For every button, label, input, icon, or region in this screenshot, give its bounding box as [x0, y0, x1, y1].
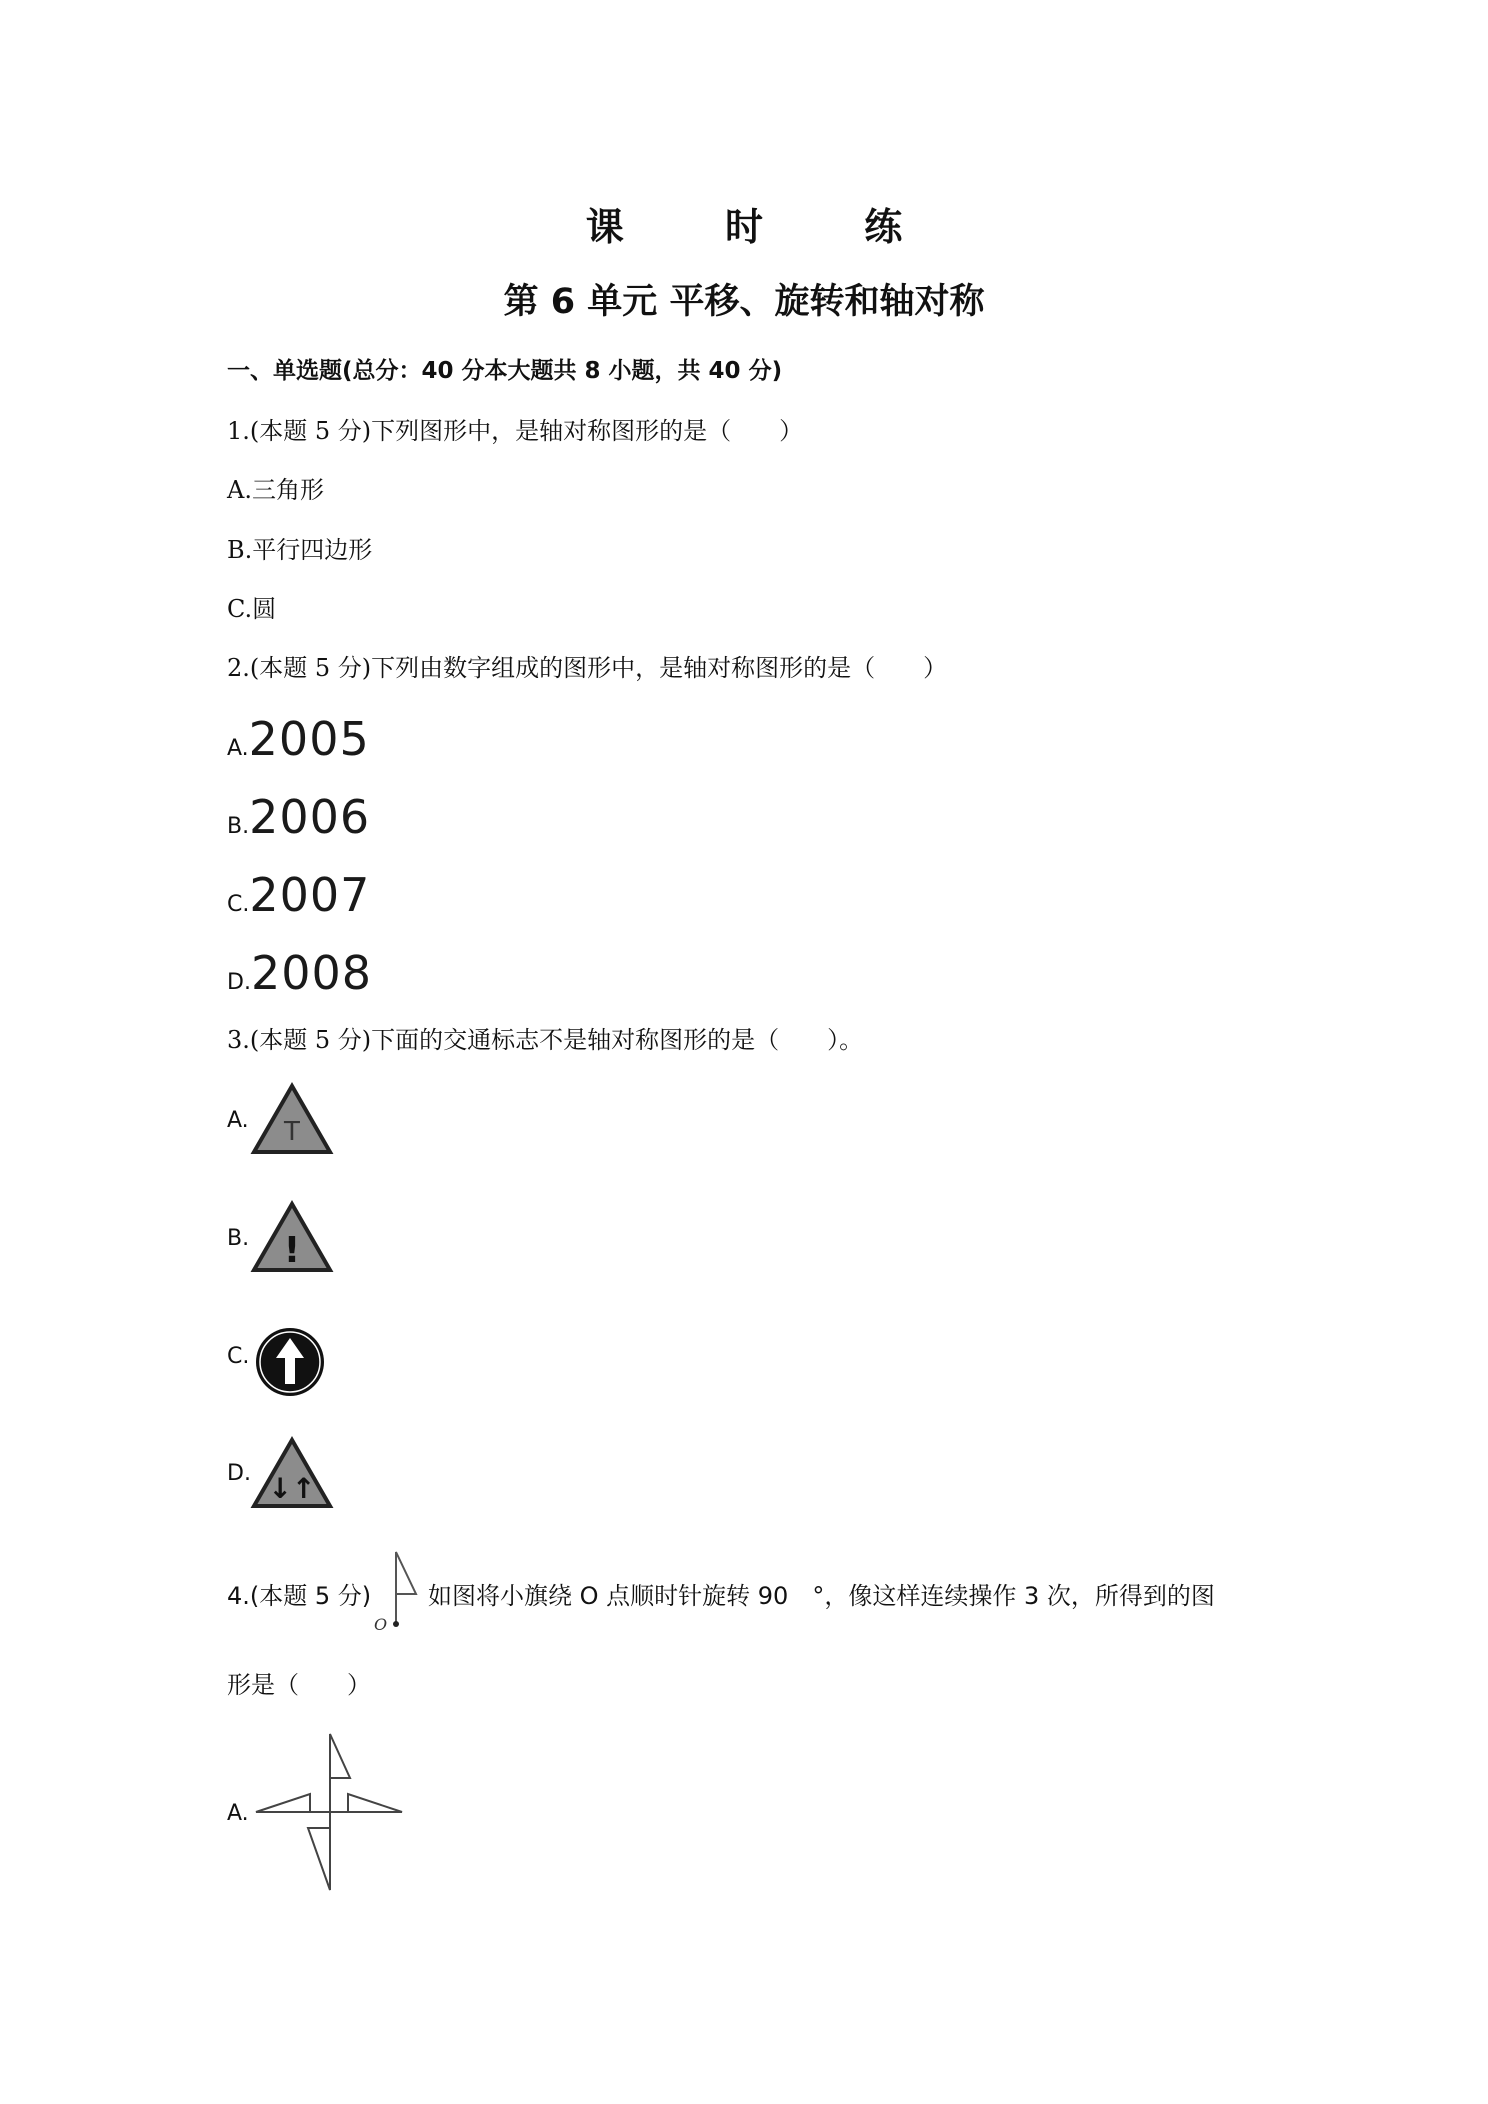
number-figure-2008: 2008	[250, 946, 373, 1000]
t-junction-triangle-sign-icon	[250, 1082, 334, 1156]
question-4-text: 如图将小旗绕 O 点顺时针旋转 90 °，像这样连续操作 3 次，所得到的图	[428, 1582, 1215, 1610]
option-label: D.	[227, 970, 251, 995]
section-heading: 一、单选题(总分：40 分本大题共 8 小题，共 40 分)	[227, 358, 783, 384]
question-2-option-b[interactable]	[227, 790, 370, 844]
straight-ahead-arrow-circle-sign-icon	[254, 1326, 326, 1398]
question-2-option-d[interactable]	[227, 946, 372, 1000]
question-2-option-c[interactable]	[227, 868, 370, 922]
pinwheel-flags-figure-icon	[250, 1728, 410, 1896]
question-4-option-a-label[interactable]: A.	[227, 1801, 249, 1826]
question-4-text-line2: 形是（ ）	[227, 1671, 371, 1699]
page-title: 课 时 练	[585, 205, 947, 249]
option-label: A.	[227, 736, 249, 761]
option-label: B.	[227, 814, 250, 839]
question-2: 2.(本题 5 分)下列由数字组成的图形中，是轴对称图形的是（ ）	[227, 654, 948, 682]
question-1-option-a[interactable]: A.三角形	[227, 476, 324, 504]
option-label: C.	[227, 892, 250, 917]
number-figure-2007: 2007	[249, 868, 371, 922]
small-flag-icon	[370, 1546, 426, 1636]
question-3-option-c-label[interactable]: C.	[227, 1344, 250, 1369]
question-1: 1.(本题 5 分)下列图形中，是轴对称图形的是（ ）	[227, 417, 804, 445]
question-4-prefix: 4.(本题 5 分)	[227, 1582, 372, 1610]
question-3: 3.(本题 5 分)下面的交通标志不是轴对称图形的是（ ）。	[227, 1026, 864, 1054]
flag-point-label: O	[374, 1615, 388, 1634]
number-figure-2006: 2006	[249, 790, 371, 844]
number-figure-2005: 2005	[248, 712, 370, 766]
svg-text:!: !	[283, 1230, 301, 1271]
warning-exclamation-triangle-sign-icon	[250, 1200, 334, 1274]
question-3-option-a-label[interactable]: A.	[227, 1108, 249, 1133]
svg-text:T: T	[284, 1117, 300, 1147]
question-2-option-a[interactable]	[227, 712, 370, 766]
question-3-option-d-label[interactable]: D.	[227, 1461, 251, 1486]
question-1-option-b[interactable]: B.平行四边形	[227, 536, 373, 564]
page-subtitle: 第 6 单元 平移、旋转和轴对称	[503, 282, 985, 322]
question-1-option-c[interactable]: C.圆	[227, 595, 277, 623]
two-way-traffic-triangle-sign-icon	[250, 1436, 334, 1510]
question-3-option-b-label[interactable]: B.	[227, 1226, 250, 1251]
svg-text:↓↑: ↓↑	[268, 1472, 316, 1505]
